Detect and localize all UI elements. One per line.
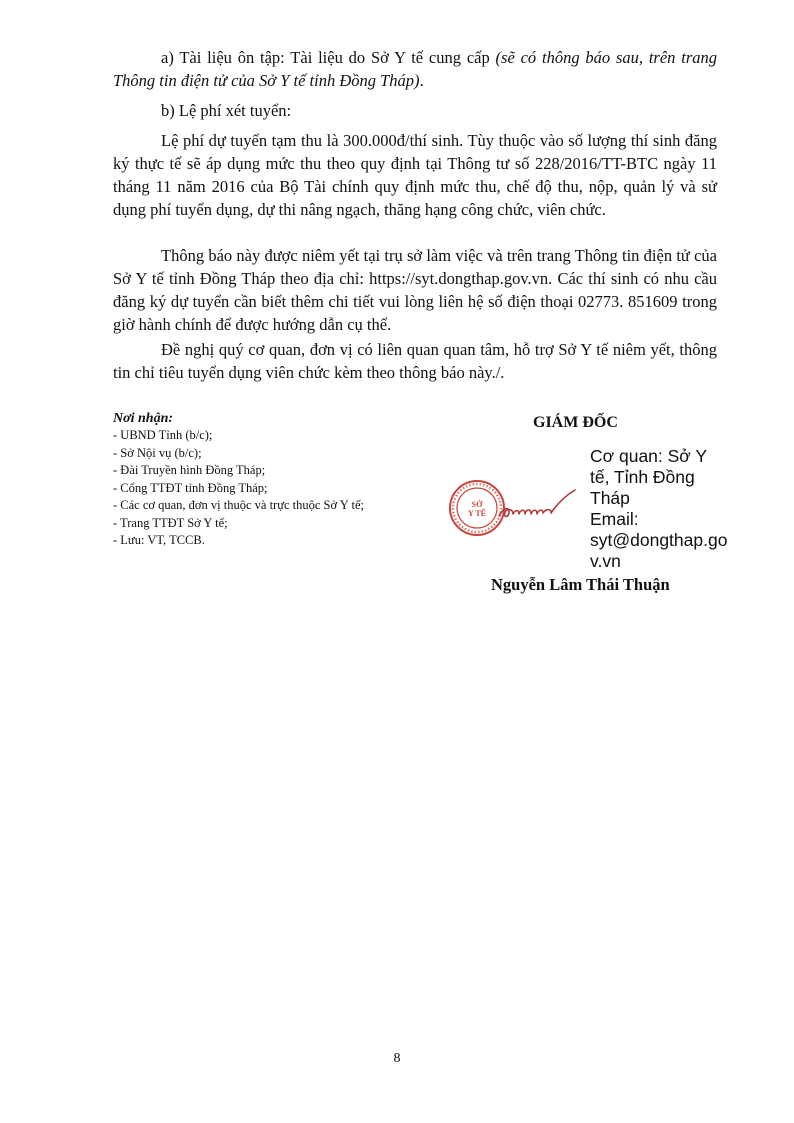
recipients-title: Nơi nhận: (113, 411, 174, 426)
svg-text:Y TẾ: Y TẾ (467, 509, 487, 518)
paragraph-request: Đề nghị quý cơ quan, đơn vị có liên quan quan tâm, hỗ trợ Sở Y tế niêm yết, thông tin chỉ tiêu tuyển dụng viên chức kèm theo thông báo này./. (113, 340, 717, 382)
paragraph-fee: Lệ phí dự tuyển tạm thu là 300.000đ/thí sinh. Tùy thuộc vào số lượng thí sinh đăng ký thực tế sẽ áp dụng mức thu theo quy định tại Thông tư số 228/2016/TT-BTC ngày 11 tháng 11 năm 2016 của Bộ Tài chính quy định mức thu, chế độ thu, nộp, quản lý và sử dụng phí tuyển dụng, dự thi nâng ngạch, thăng hạng công chức, viên chức. (113, 131, 717, 219)
paragraph-notice: Thông báo này được niêm yết tại trụ sở làm việc và trên trang Thông tin điện tử của Sở Y tế tỉnh Đồng Tháp theo địa chỉ: https://syt.dongthap.gov.vn. Các thí sinh có nhu cầu đăng ký dự tuyển cần biết thêm chi tiết vui lòng liên hệ số điện thoại 02773. 851609 trong giờ hành chính để được hướng dẫn cụ thể. (113, 246, 717, 334)
handwritten-signature (499, 490, 575, 517)
recipient-item: - UBND Tỉnh (b/c); (113, 428, 213, 442)
recipient-item: - Lưu: VT, TCCB. (113, 533, 205, 547)
recipient-item: - Đài Truyền hình Đồng Tháp; (113, 463, 266, 477)
signer-name: Nguyễn Lâm Thái Thuận (491, 575, 670, 594)
signature-org-line: Tháp (590, 488, 630, 508)
signature-org-line: Cơ quan: Sở Y (590, 446, 707, 466)
paragraph-a-lead: a) Tài liệu ôn tập: Tài liệu do Sở Y tế cung cấp (161, 48, 496, 67)
svg-text:SỞ: SỞ (471, 500, 483, 509)
recipients-block (113, 410, 433, 550)
signature-title: GIÁM ĐỐC (533, 414, 618, 431)
recipient-item: - Các cơ quan, đơn vị thuộc và trực thuộc Sở Y tế; (113, 498, 364, 512)
digital-signature-info (590, 446, 740, 572)
signature-email-line: syt@dongthap.go (590, 530, 728, 550)
paragraph-a (113, 46, 717, 92)
signature-org-line: tế, Tỉnh Đồng (590, 467, 695, 487)
signature-email-label: Email: (590, 509, 639, 529)
paragraph-b: b) Lệ phí xét tuyển: (161, 101, 292, 120)
official-seal-and-signature (447, 478, 582, 538)
paragraph-a-italic: (sẽ có thông báo sau, trên trang Thông tin điện tử của Sở Y tế tỉnh Đồng Tháp) (113, 48, 717, 90)
recipient-item: - Trang TTĐT Sở Y tế; (113, 515, 228, 530)
recipient-item: - Cổng TTĐT tỉnh Đồng Tháp; (113, 480, 268, 495)
paragraph-a-tail: . (419, 71, 424, 90)
page-number: 8 (393, 1051, 401, 1066)
recipient-item: - Sở Nội vụ (b/c); (113, 445, 202, 460)
signature-email-line: v.vn (590, 551, 621, 571)
seal-stamp-icon (450, 481, 504, 535)
